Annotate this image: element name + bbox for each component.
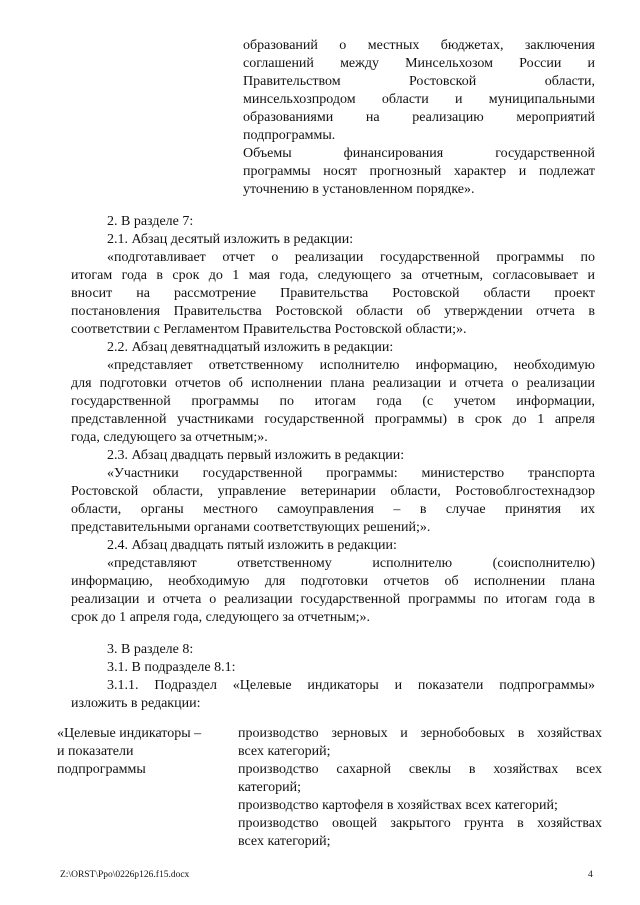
table-right-line: производство овощей закрытого грунта в хозяйствах <box>238 816 602 831</box>
text-line: для подготовки отчетов об исполнении плана реализации и отчета о реализации <box>71 376 595 391</box>
paragraph-heading: 2.2. Абзац девятнадцатый изложить в редакции: <box>107 340 394 355</box>
text-line: области, органы местного самоуправления – в случае принятия их <box>71 502 595 517</box>
text-line: «подготавливает отчет о реализации государственной программы по <box>107 250 595 265</box>
text-line: года, следующего за отчетным;». <box>71 430 268 445</box>
text-line: «представляет ответственному исполнителю информацию, необходимую <box>107 358 595 373</box>
text-line: образованиями на реализацию мероприятий <box>243 110 595 125</box>
text-line: соответствии с Регламентом Правительства Ростовской области;». <box>71 322 467 337</box>
page-number: 4 <box>588 870 593 880</box>
table-right-line: производство сахарной свеклы в хозяйствах всех <box>238 762 602 777</box>
text-line: представительными органами соответствующих решений;». <box>71 520 431 535</box>
text-line: подпрограммы. <box>243 128 336 143</box>
text-line: соглашений между Минсельхозом России и <box>243 56 595 71</box>
text-line: государственной программы по итогам года (с учетом информации, <box>71 394 595 409</box>
text-line: информацию, необходимую для подготовки отчетов об исполнении плана <box>71 574 595 589</box>
text-line: представленной участниками государственной программы) в срок до 1 апреля <box>71 412 595 427</box>
text-line: «представляют ответственному исполнителю (соисполнителю) <box>107 556 595 571</box>
text-line: образований о местных бюджетах, заключения <box>243 38 595 53</box>
table-right-line: всех категорий; <box>238 834 331 849</box>
text-line: постановления Правительства Ростовской области об утверждении отчета в <box>71 304 595 319</box>
footer-file-path: Z:\ORST\Ppo\0226p126.f15.docx <box>60 870 190 880</box>
text-line: срок до 1 апреля года, следующего за отчетным;». <box>71 610 371 625</box>
text-line: уточнению в установленном порядке». <box>243 182 475 197</box>
paragraph-heading: 2.3. Абзац двадцать первый изложить в редакции: <box>107 448 405 463</box>
table-left-line: и показатели <box>57 744 134 759</box>
section-heading: 3. В разделе 8: <box>107 642 194 657</box>
text-line: Правительством Ростовской области, <box>243 74 595 89</box>
table-right-line: категорий; <box>238 780 302 795</box>
paragraph-heading: 3.1. В подразделе 8.1: <box>107 660 236 675</box>
text-line: реализации и отчета о реализации государственной программы по итогам года в <box>71 592 595 607</box>
paragraph-heading: 2.4. Абзац двадцать пятый изложить в редакции: <box>107 538 397 553</box>
text-line: Ростовской области, управление ветеринарии области, Ростовоблгостехнадзор <box>71 484 595 499</box>
text-line: 3.1.1. Подраздел «Целевые индикаторы и показатели подпрограммы» <box>107 678 595 693</box>
table-right-line: производство картофеля в хозяйствах всех категорий; <box>238 798 558 813</box>
table-right-line: производство зерновых и зернобобовых в хозяйствах <box>238 726 602 741</box>
text-line: «Участники государственной программы: министерство транспорта <box>107 466 595 481</box>
section-heading: 2. В разделе 7: <box>107 214 194 229</box>
text-line: Объемы финансирования государственной <box>243 146 595 161</box>
text-line: итогам года в срок до 1 мая года, следующего за отчетным, согласовывает и <box>71 268 595 283</box>
text-line: программы носят прогнозный характер и подлежат <box>243 164 595 179</box>
table-left-line: подпрограммы <box>57 762 146 777</box>
text-line: вносит на рассмотрение Правительства Ростовской области проект <box>71 286 595 301</box>
text-line: изложить в редакции: <box>71 696 201 711</box>
text-line: минсельхозпродом области и муниципальными <box>243 92 595 107</box>
table-right-line: всех категорий; <box>238 744 331 759</box>
table-left-line: «Целевые индикаторы – <box>57 726 202 741</box>
paragraph-heading: 2.1. Абзац десятый изложить в редакции: <box>107 232 354 247</box>
